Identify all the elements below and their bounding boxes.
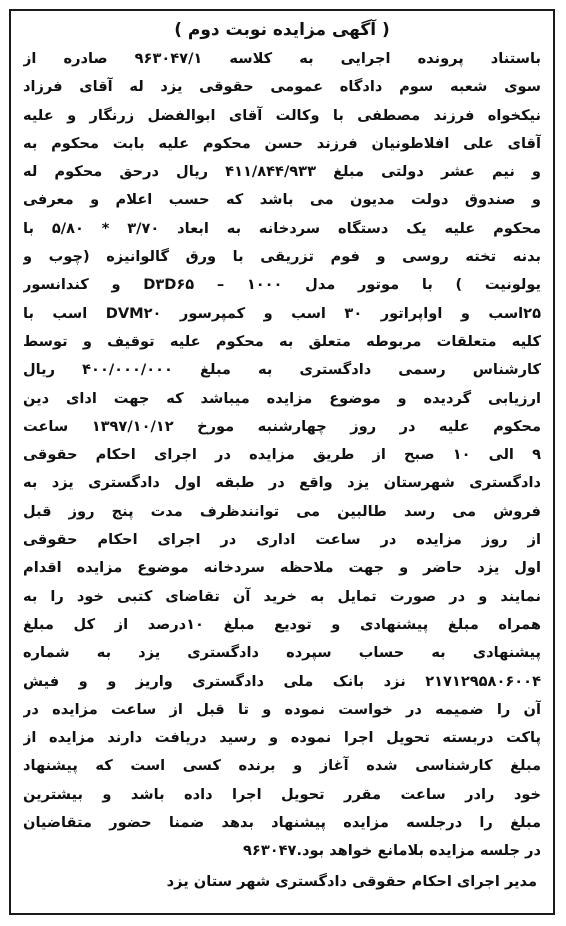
notice-body: [23, 45, 541, 866]
auction-notice: [9, 9, 555, 915]
notice-line: نمایند و در صورت تمایل به خرید آن تقاضای کتبی خود را به: [23, 587, 541, 605]
notice-line: نیکخواه فرزند مصطفی با وکالت آقای ابوالفضل زرنگار و علیه: [23, 106, 541, 124]
notice-line: آقای علی افلاطونیان فرزند حسن محکوم علیه بابت محکوم به: [23, 134, 541, 152]
notice-line: پاکت دربسته تحویل اجرا نموده و رسید دریافت دارند مزایده از: [23, 729, 541, 747]
signature-line: مدیر اجرای احکام حقوقی دادگستری شهر ستان یزد: [166, 872, 537, 890]
notice-line: و نیم عشر دولتی مبلغ ۴۱۱/۸۴۴/۹۳۳ ریال درحق محکوم له: [23, 163, 541, 181]
notice-title: ( آگهی مزایده نوبت دوم ): [174, 20, 390, 40]
notice-line: ۲۵اسب و اواپراتور ۳۰ اسب و کمپرسور DVM۲۰ اسب با: [23, 304, 541, 322]
notice-line: در جلسه مزایده بلامانع خواهد بود.۹۶۳۰۴۷: [243, 842, 541, 860]
notice-line: مبلغ را درجلسه مزایده پیشنهاد بدهد ضمنا حضور متقاضیان: [23, 814, 541, 832]
notice-line: ۲۱۷۱۲۹۵۸۰۶۰۰۴ نزد بانک ملی دادگستری واریز و و فیش: [23, 672, 541, 690]
notice-line: سوی شعبه سوم دادگاه عمومی حقوقی یزد له آقای فرزاد: [23, 78, 541, 96]
notice-line: ۹ الی ۱۰ صبح از طریق مزایده در اجرای احکام حقوقی: [23, 446, 541, 464]
notice-line: اول یزد حاضر و جهت ملاحظه سردخانه موضوع مزایده اقدام: [23, 559, 541, 577]
notice-line: از روز مزایده در ساعت اداری در اجرای احکام حقوقی: [23, 531, 541, 549]
notice-line: باستناد پرونده اجرایی به کلاسه ۹۶۳۰۴۷/۱ صادره از: [23, 50, 541, 67]
notice-line: محکوم علیه یک دستگاه سردخانه به ابعاد ۳/۷۰ * ۵/۸۰ با: [23, 219, 541, 237]
notice-line: فروش می رسد طالبین می توانندظرف مدت پنج روز قبل: [23, 502, 541, 520]
notice-line: محکوم علیه در روز چهارشنبه مورخ ۱۳۹۷/۱۰/۱۲ ساعت: [23, 417, 541, 435]
notice-line: یولونیت ) با موتور مدل ۱۰۰۰ – D۳D۶۵ و کندانسور: [23, 276, 541, 294]
notice-line: و صندوق دولت مدیون می باشد که حسب اعلام و معرفی: [23, 191, 541, 209]
notice-line: کارشناس رسمی دادگستری به مبلغ ۴۰۰/۰۰۰/۰۰۰ ریال: [23, 361, 541, 379]
notice-line: مبلغ کارشناسی شده آغاز و برنده کسی است که پیشنهاد: [23, 757, 541, 775]
notice-line: کلیه متعلقات مربوطه متعلق به محکوم علیه توقیف و توسط: [23, 332, 541, 350]
notice-line: ارزیابی گردیده و موضوع مزایده میباشد که جهت ادای دین: [23, 389, 541, 407]
notice-line: بدنه تخته روسی و فوم تزریقی با ورق گالوانیزه (چوب و: [23, 248, 541, 266]
notice-line: خود رادر ساعت مقرر تحویل اجرا داده باشد و بیشترین: [23, 785, 541, 803]
notice-line: پیشنهادی به حساب سپرده دادگستری یزد به شماره: [23, 644, 541, 662]
notice-line: دادگستری شهرستان یزد واقع در طبقه اول دادگستری یزد به: [23, 474, 541, 492]
notice-line: همراه مبلغ پیشنهادی و تودیع مبلغ ۱۰درصد از کل مبلغ: [23, 615, 541, 633]
notice-line: آن را ضمیمه در خواست نموده و تا قبل از ساعت مزایده در: [23, 700, 541, 718]
